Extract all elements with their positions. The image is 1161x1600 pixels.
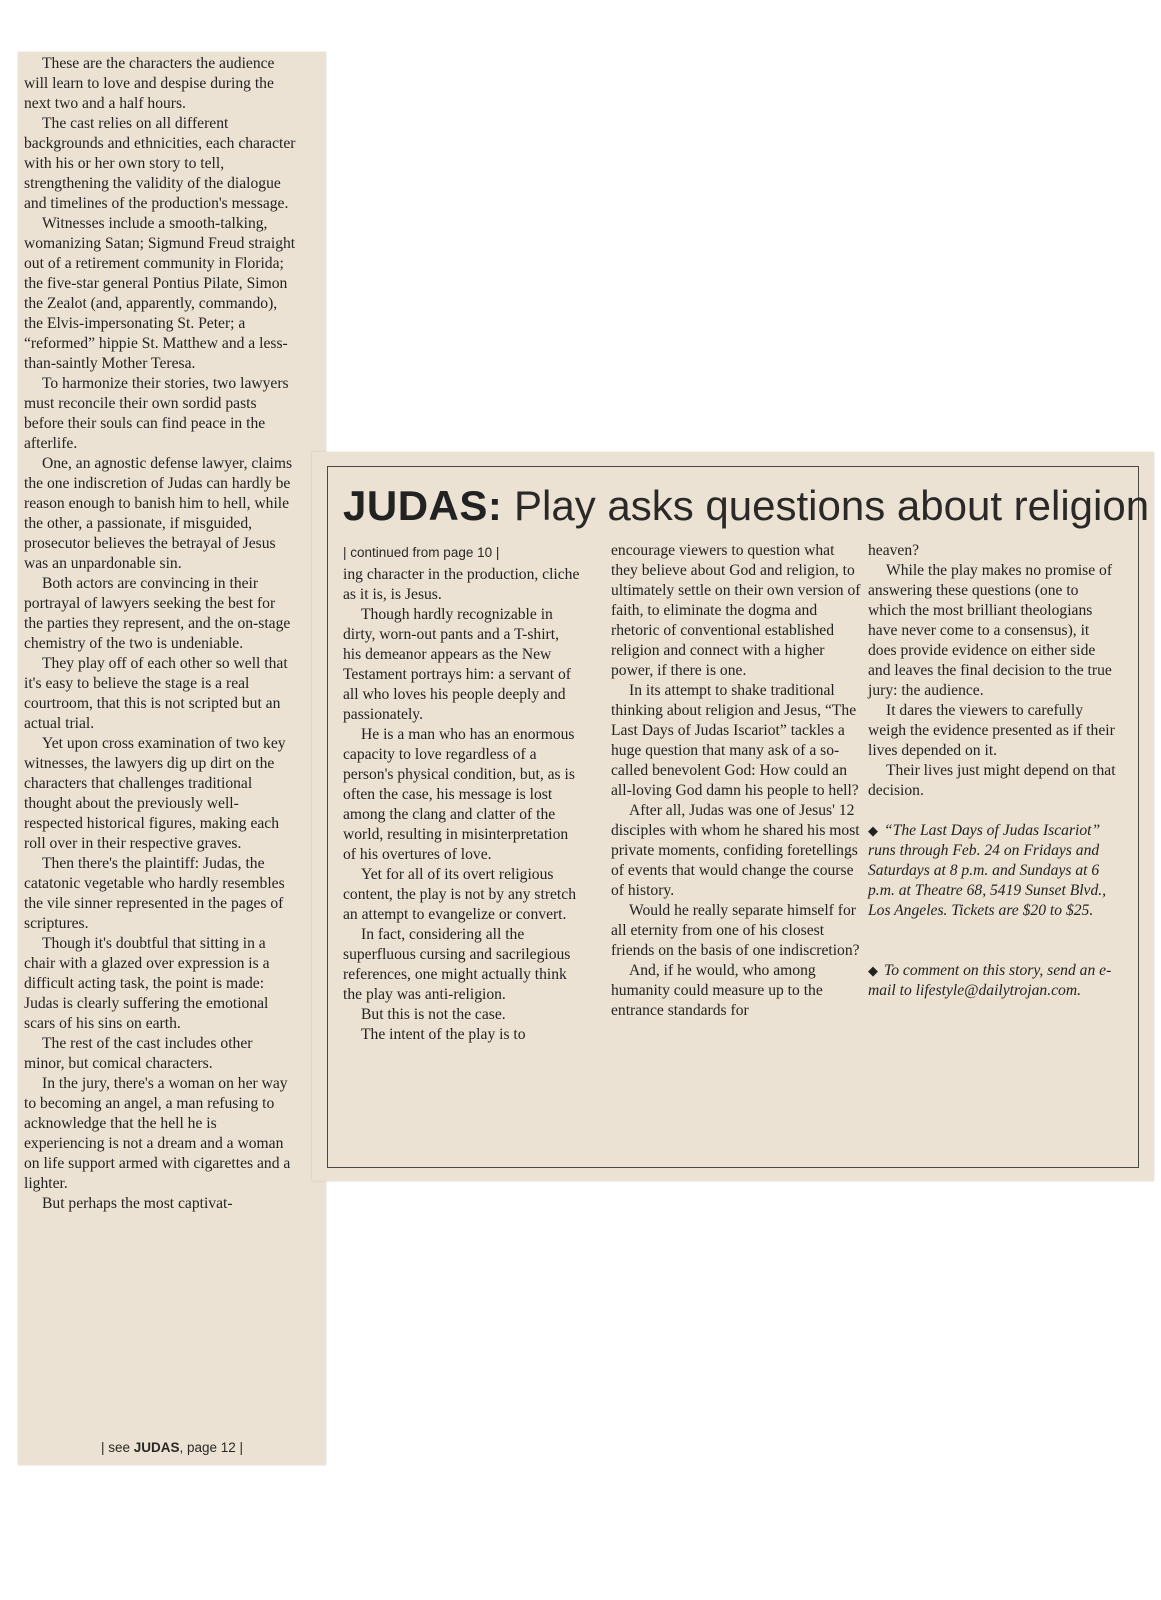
diamond-icon: ◆ bbox=[868, 823, 878, 838]
paragraph: Though it's doubtful that sitting in a chair with a glazed over expression is a difficult acting task, the point is made: Judas is clearly suffering the emotional scars of his sins on earth. bbox=[24, 935, 270, 1032]
headline-text: Play asks questions about religion bbox=[514, 482, 1150, 529]
paragraph: While the play makes no promise of answering these questions (one to which the most brilliant theologians have never come to a consensus), it does provide evidence on either side and leaves the final decision to the true jury: the audience. bbox=[868, 562, 1113, 699]
paragraph: In the jury, there's a woman on her way to becoming an angel, a man refusing to acknowledge that the hell he is experiencing is not a dream and a woman on life support armed with cigarettes and a lighter. bbox=[24, 1075, 291, 1192]
article-column-3 bbox=[868, 541, 1118, 1001]
paragraph: Both actors are convincing in their portrayal of lawyers seeking the best for the parties they represent, and the on-stage chemistry of the two is undeniable. bbox=[24, 575, 291, 652]
paragraph: In its attempt to shake traditional thinking about religion and Jesus, “The Last Days of Judas Iscariot” tackles a huge question that many ask of a so-called benevolent God: How could an all-loving God damn his people to hell? bbox=[611, 682, 859, 799]
paragraph: encourage viewers to question what they believe about God and religion, to ultimately settle on their own version of faith, to eliminate the dogma and rhetoric of conventional established religion and connect with a higher power, if there is one. bbox=[611, 542, 861, 679]
paragraph: Though hardly recognizable in dirty, worn-out pants and a T-shirt, his demeanor appears as the New Testament portrays him: a servant of all who loves his people deeply and passionately. bbox=[343, 606, 571, 723]
paragraph: In fact, considering all the superfluous cursing and sacrilegious references, one might actually think the play was anti-religion. bbox=[343, 926, 571, 1003]
right-clipping bbox=[312, 452, 1154, 1181]
paragraph: The rest of the cast includes other minor, but comical characters. bbox=[24, 1035, 253, 1072]
paragraph: These are the characters the audience will learn to love and despise during the next two and a half hours. bbox=[24, 55, 275, 112]
comment-text: To comment on this story, send an e-mail to lifestyle@dailytrojan.com. bbox=[868, 962, 1112, 999]
comment-note bbox=[868, 961, 1118, 1001]
paragraph: heaven? bbox=[868, 542, 920, 559]
article-column-2 bbox=[611, 541, 861, 1021]
paragraph: Witnesses include a smooth-talking, womanizing Satan; Sigmund Freud straight out of a retirement community in Florida; the five-star general Pontius Pilate, Simon the Zealot (and, apparently, commando), the Elvis-impersonating St. Peter; a “reformed” hippie St. Matthew and a less-than-saintly Mother Teresa. bbox=[24, 215, 296, 372]
jump-word: JUDAS bbox=[133, 1440, 180, 1455]
paragraph: Then there's the plaintiff: Judas, the catatonic vegetable who hardly resembles the vile sinner represented in the pages of scriptures. bbox=[24, 855, 285, 932]
paragraph: The cast relies on all different backgrounds and ethnicities, each character with his or her own story to tell, strengthening the validity of the dialogue and timelines of the production's message. bbox=[24, 115, 296, 212]
article-box bbox=[327, 466, 1150, 1168]
show-info-text: “The Last Days of Judas Iscariot” runs through Feb. 24 on Fridays and Saturdays at 8 p.m. and Sundays at 6 p.m. at Theatre 68, 5419 Sunset Blvd., Los Angeles. Tickets are $20 to $25. bbox=[868, 822, 1107, 919]
paragraph: He is a man who has an enormous capacity to love regardless of a person's physical condition, but, as is often the case, his message is lost among the clang and clatter of the world, resulting in misinterpretation of his overtures of love. bbox=[343, 726, 575, 863]
paragraph: Their lives just might depend on that decision. bbox=[868, 762, 1116, 799]
paragraph: Would he really separate himself for all eternity from one of his closest friends on the basis of one indiscretion? bbox=[611, 902, 860, 959]
continued-line: | continued from page 10 | bbox=[343, 545, 500, 560]
left-article-column bbox=[24, 54, 296, 1214]
paragraph: Yet for all of its overt religious content, the play is not by any stretch an attempt to evangelize or convert. bbox=[343, 866, 576, 923]
paragraph: After all, Judas was one of Jesus' 12 disciples with whom he shared his most private moments, confiding foretellings of events that would change the course of history. bbox=[611, 802, 860, 899]
article-column-1 bbox=[343, 543, 581, 1045]
diamond-icon: ◆ bbox=[868, 963, 878, 978]
paragraph: One, an agnostic defense lawyer, claims the one indiscretion of Judas can hardly be reason enough to banish him to hell, while the other, a passionate, if misguided, prosecutor believes the betrayal of Jesus was an unpardonable sin. bbox=[24, 455, 293, 572]
left-clipping bbox=[18, 52, 326, 1465]
headline bbox=[343, 477, 1149, 535]
paragraph: The intent of the play is to bbox=[361, 1026, 526, 1043]
paragraph: But this is not the case. bbox=[361, 1006, 506, 1023]
jump-prefix: | see bbox=[100, 1440, 130, 1455]
jump-line bbox=[18, 1440, 326, 1455]
paragraph: And, if he would, who among humanity could measure up to the entrance standards for bbox=[611, 962, 823, 1019]
paragraph: But perhaps the most captivat- bbox=[42, 1195, 233, 1212]
paragraph: To harmonize their stories, two lawyers must reconcile their own sordid pasts before their souls can find peace in the afterlife. bbox=[24, 375, 289, 452]
jump-suffix: , page 12 | bbox=[179, 1440, 244, 1455]
show-info bbox=[868, 821, 1118, 921]
paragraph: They play off of each other so well that it's easy to believe the stage is a real courtroom, that this is not scripted but an actual trial. bbox=[24, 655, 288, 732]
paragraph: It dares the viewers to carefully weigh the evidence presented as if their lives depended on it. bbox=[868, 702, 1115, 759]
paragraph: Yet upon cross examination of two key witnesses, the lawyers dig up dirt on the characters that challenges traditional thought about the previously well-respected historical figures, making each roll over in their respective graves. bbox=[24, 735, 286, 852]
paragraph: ing character in the production, cliche as it is, is Jesus. bbox=[343, 566, 580, 603]
headline-kicker: JUDAS: bbox=[343, 482, 503, 529]
